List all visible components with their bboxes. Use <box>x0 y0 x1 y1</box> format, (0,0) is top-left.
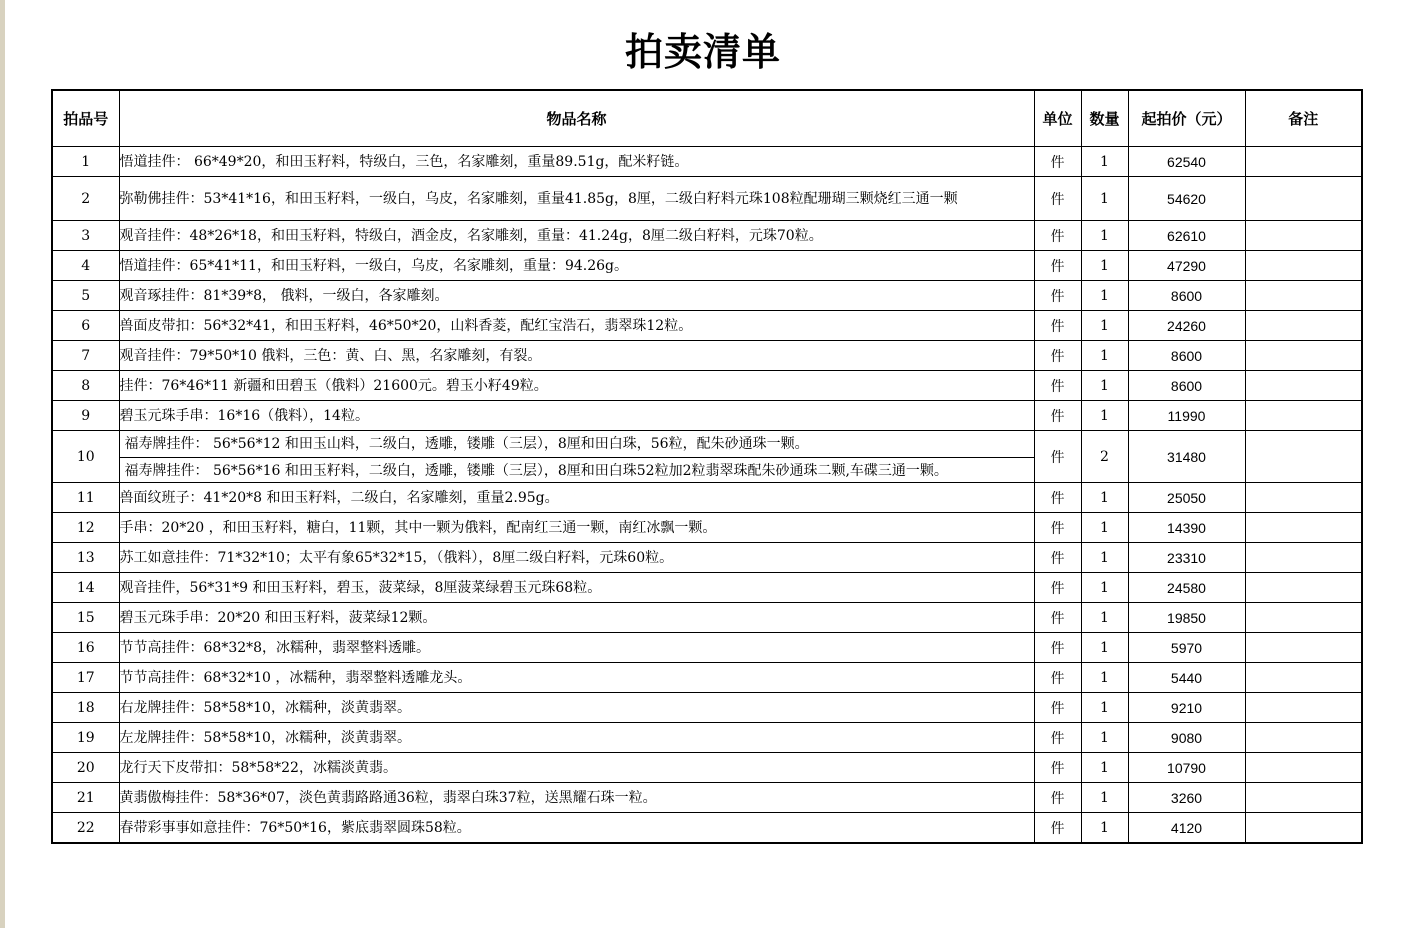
lot-number-cell: 2 <box>52 177 119 221</box>
item-name-cell: 节节高挂件：68*32*8，冰糯种，翡翠整料透雕。 <box>119 633 1034 663</box>
quantity-cell: 1 <box>1081 371 1128 401</box>
quantity-cell: 1 <box>1081 311 1128 341</box>
lot-number-cell: 9 <box>52 401 119 431</box>
unit-cell: 件 <box>1034 723 1081 753</box>
item-name-cell: 观音琢挂件：81*39*8， 俄料，一级白，各家雕刻。 <box>119 281 1034 311</box>
starting-price-cell: 8600 <box>1128 341 1245 371</box>
lot-number-cell: 19 <box>52 723 119 753</box>
unit-cell: 件 <box>1034 431 1081 483</box>
lot-number-cell: 22 <box>52 813 119 844</box>
unit-cell: 件 <box>1034 573 1081 603</box>
table-row <box>52 693 1362 723</box>
lot-number-cell: 18 <box>52 693 119 723</box>
header-lot: 拍品号 <box>52 90 119 147</box>
note-cell <box>1245 281 1362 311</box>
starting-price-cell: 62540 <box>1128 147 1245 177</box>
item-name-cell: 左龙牌挂件：58*58*10，冰糯种，淡黄翡翠。 <box>119 723 1034 753</box>
table-row <box>52 341 1362 371</box>
item-name-cell: 碧玉元珠手串：20*20 和田玉籽料，菠菜绿12颗。 <box>119 603 1034 633</box>
table-row <box>52 813 1362 844</box>
note-cell <box>1245 813 1362 844</box>
unit-cell: 件 <box>1034 813 1081 844</box>
quantity-cell: 1 <box>1081 401 1128 431</box>
item-name-line: 福寿牌挂件： 56*56*16 和田玉籽料，二级白，透雕，镂雕（三层），8厘和田白珠52粒加2粒翡翠珠配朱砂通珠二颗,车碟三通一颗。 <box>124 463 948 479</box>
note-cell <box>1245 221 1362 251</box>
quantity-cell: 1 <box>1081 177 1128 221</box>
item-name-cell: 挂件：76*46*11 新疆和田碧玉（俄料）21600元。碧玉小籽49粒。 <box>119 371 1034 401</box>
starting-price-cell: 62610 <box>1128 221 1245 251</box>
note-cell <box>1245 431 1362 483</box>
starting-price-cell: 9080 <box>1128 723 1245 753</box>
table-row <box>52 281 1362 311</box>
table-row <box>52 177 1362 221</box>
starting-price-cell: 11990 <box>1128 401 1245 431</box>
starting-price-cell: 10790 <box>1128 753 1245 783</box>
quantity-cell: 1 <box>1081 147 1128 177</box>
quantity-cell: 1 <box>1081 813 1128 844</box>
item-name-cell: 碧玉元珠手串：16*16（俄料），14粒。 <box>119 401 1034 431</box>
item-name-cell: 观音挂件：48*26*18，和田玉籽料，特级白，酒金皮，名家雕刻，重量：41.24g，8厘二级白籽料，元珠70粒。 <box>119 221 1034 251</box>
quantity-cell: 1 <box>1081 663 1128 693</box>
note-cell <box>1245 513 1362 543</box>
starting-price-cell: 5970 <box>1128 633 1245 663</box>
item-name-cell: 观音挂件，56*31*9 和田玉籽料，碧玉，菠菜绿，8厘菠菜绿碧玉元珠68粒。 <box>119 573 1034 603</box>
note-cell <box>1245 633 1362 663</box>
table-row <box>52 543 1362 573</box>
starting-price-cell: 24580 <box>1128 573 1245 603</box>
unit-cell: 件 <box>1034 401 1081 431</box>
unit-cell: 件 <box>1034 147 1081 177</box>
unit-cell: 件 <box>1034 693 1081 723</box>
note-cell <box>1245 341 1362 371</box>
quantity-cell: 1 <box>1081 341 1128 371</box>
note-cell <box>1245 147 1362 177</box>
starting-price-cell: 3260 <box>1128 783 1245 813</box>
unit-cell: 件 <box>1034 221 1081 251</box>
starting-price-cell: 14390 <box>1128 513 1245 543</box>
item-name-cell: 兽面纹班子：41*20*8 和田玉籽料，二级白，名家雕刻，重量2.95g。 <box>119 483 1034 513</box>
unit-cell: 件 <box>1034 633 1081 663</box>
table-row <box>52 311 1362 341</box>
starting-price-cell: 23310 <box>1128 543 1245 573</box>
item-name-line: 福寿牌挂件： 56*56*12 和田玉山料，二级白，透雕，镂雕（三层），8厘和田白珠，56粒，配朱砂通珠一颗。 <box>120 431 1034 458</box>
lot-number-cell: 5 <box>52 281 119 311</box>
quantity-cell: 1 <box>1081 281 1128 311</box>
note-cell <box>1245 753 1362 783</box>
header-name: 物品名称 <box>119 90 1034 147</box>
table-row <box>52 221 1362 251</box>
lot-number-cell: 7 <box>52 341 119 371</box>
note-cell <box>1245 177 1362 221</box>
lot-number-cell: 8 <box>52 371 119 401</box>
note-cell <box>1245 371 1362 401</box>
starting-price-cell: 5440 <box>1128 663 1245 693</box>
starting-price-cell: 9210 <box>1128 693 1245 723</box>
table-row <box>52 633 1362 663</box>
left-edge-strip <box>0 0 5 928</box>
lot-number-cell: 6 <box>52 311 119 341</box>
quantity-cell: 2 <box>1081 431 1128 483</box>
item-name-cell: 苏工如意挂件：71*32*10；太平有象65*32*15，（俄料），8厘二级白籽料，元珠60粒。 <box>119 543 1034 573</box>
item-name-cell: 弥勒佛挂件：53*41*16，和田玉籽料，一级白，乌皮，名家雕刻，重量41.85g，8厘，二级白籽料元珠108粒配珊瑚三颗烧红三通一颗 <box>119 177 1034 221</box>
unit-cell: 件 <box>1034 663 1081 693</box>
auction-table <box>51 89 1363 844</box>
lot-number-cell: 4 <box>52 251 119 281</box>
unit-cell: 件 <box>1034 311 1081 341</box>
unit-cell: 件 <box>1034 783 1081 813</box>
lot-number-cell: 16 <box>52 633 119 663</box>
lot-number-cell: 21 <box>52 783 119 813</box>
item-name-cell: 手串：20*20 ，和田玉籽料，糖白，11颗，其中一颗为俄料，配南红三通一颗，南红冰飘一颗。 <box>119 513 1034 543</box>
starting-price-cell: 19850 <box>1128 603 1245 633</box>
table-row <box>52 371 1362 401</box>
note-cell <box>1245 663 1362 693</box>
starting-price-cell: 47290 <box>1128 251 1245 281</box>
item-name-cell: 龙行天下皮带扣：58*58*22，冰糯淡黄翡。 <box>119 753 1034 783</box>
quantity-cell: 1 <box>1081 573 1128 603</box>
unit-cell: 件 <box>1034 513 1081 543</box>
table-row <box>52 723 1362 753</box>
item-name-cell: 悟道挂件： 66*49*20，和田玉籽料，特级白，三色，名家雕刻，重量89.51g，配米籽链。 <box>119 147 1034 177</box>
table-row <box>52 147 1362 177</box>
quantity-cell: 1 <box>1081 783 1128 813</box>
unit-cell: 件 <box>1034 341 1081 371</box>
unit-cell: 件 <box>1034 543 1081 573</box>
item-name-cell: 兽面皮带扣：56*32*41，和田玉籽料，46*50*20，山料香菱，配红宝浩石，翡翠珠12粒。 <box>119 311 1034 341</box>
lot-number-cell: 11 <box>52 483 119 513</box>
quantity-cell: 1 <box>1081 251 1128 281</box>
item-name-cell: 黄翡傲梅挂件：58*36*07，淡色黄翡路路通36粒，翡翠白珠37粒，送黑耀石珠一粒。 <box>119 783 1034 813</box>
lot-number-cell: 1 <box>52 147 119 177</box>
quantity-cell: 1 <box>1081 513 1128 543</box>
quantity-cell: 1 <box>1081 633 1128 663</box>
unit-cell: 件 <box>1034 251 1081 281</box>
note-cell <box>1245 311 1362 341</box>
quantity-cell: 1 <box>1081 603 1128 633</box>
header-qty: 数量 <box>1081 90 1128 147</box>
note-cell <box>1245 783 1362 813</box>
lot-number-cell: 10 <box>52 431 119 483</box>
header-unit: 单位 <box>1034 90 1081 147</box>
unit-cell: 件 <box>1034 281 1081 311</box>
item-name-cell: 节节高挂件：68*32*10 ，冰糯种，翡翠整料透雕龙头。 <box>119 663 1034 693</box>
note-cell <box>1245 573 1362 603</box>
quantity-cell: 1 <box>1081 753 1128 783</box>
table-row <box>52 483 1362 513</box>
table-row <box>52 753 1362 783</box>
quantity-cell: 1 <box>1081 693 1128 723</box>
starting-price-cell: 25050 <box>1128 483 1245 513</box>
starting-price-cell: 8600 <box>1128 371 1245 401</box>
note-cell <box>1245 251 1362 281</box>
unit-cell: 件 <box>1034 603 1081 633</box>
table-row <box>52 401 1362 431</box>
table-row <box>52 513 1362 543</box>
item-name-cell: 观音挂件：79*50*10 俄料，三色：黄、白、黑，名家雕刻，有裂。 <box>119 341 1034 371</box>
note-cell <box>1245 693 1362 723</box>
starting-price-cell: 31480 <box>1128 431 1245 483</box>
table-row <box>52 783 1362 813</box>
starting-price-cell: 54620 <box>1128 177 1245 221</box>
quantity-cell: 1 <box>1081 221 1128 251</box>
note-cell <box>1245 603 1362 633</box>
table-header-row <box>52 90 1362 147</box>
lot-number-cell: 3 <box>52 221 119 251</box>
lot-number-cell: 17 <box>52 663 119 693</box>
lot-number-cell: 14 <box>52 573 119 603</box>
unit-cell: 件 <box>1034 483 1081 513</box>
lot-number-cell: 15 <box>52 603 119 633</box>
lot-number-cell: 12 <box>52 513 119 543</box>
starting-price-cell: 24260 <box>1128 311 1245 341</box>
note-cell <box>1245 723 1362 753</box>
unit-cell: 件 <box>1034 177 1081 221</box>
quantity-cell: 1 <box>1081 483 1128 513</box>
document-title: 拍卖清单 <box>624 30 781 74</box>
unit-cell: 件 <box>1034 371 1081 401</box>
table-row <box>52 251 1362 281</box>
note-cell <box>1245 543 1362 573</box>
item-name-cell <box>119 431 1034 483</box>
starting-price-cell: 4120 <box>1128 813 1245 844</box>
note-cell <box>1245 401 1362 431</box>
unit-cell: 件 <box>1034 753 1081 783</box>
item-name-cell: 右龙牌挂件：58*58*10，冰糯种，淡黄翡翠。 <box>119 693 1034 723</box>
note-cell <box>1245 483 1362 513</box>
header-price: 起拍价（元） <box>1128 90 1245 147</box>
table-row <box>52 431 1362 483</box>
item-name-cell: 悟道挂件：65*41*11，和田玉籽料，一级白，乌皮，名家雕刻，重量：94.26g。 <box>119 251 1034 281</box>
table-row <box>52 573 1362 603</box>
starting-price-cell: 8600 <box>1128 281 1245 311</box>
quantity-cell: 1 <box>1081 723 1128 753</box>
table-row <box>52 603 1362 633</box>
lot-number-cell: 13 <box>52 543 119 573</box>
lot-number-cell: 20 <box>52 753 119 783</box>
table-row <box>52 663 1362 693</box>
header-note: 备注 <box>1245 90 1362 147</box>
quantity-cell: 1 <box>1081 543 1128 573</box>
table-body <box>52 147 1362 844</box>
item-name-cell: 春带彩事事如意挂件：76*50*16，紫底翡翠圆珠58粒。 <box>119 813 1034 844</box>
